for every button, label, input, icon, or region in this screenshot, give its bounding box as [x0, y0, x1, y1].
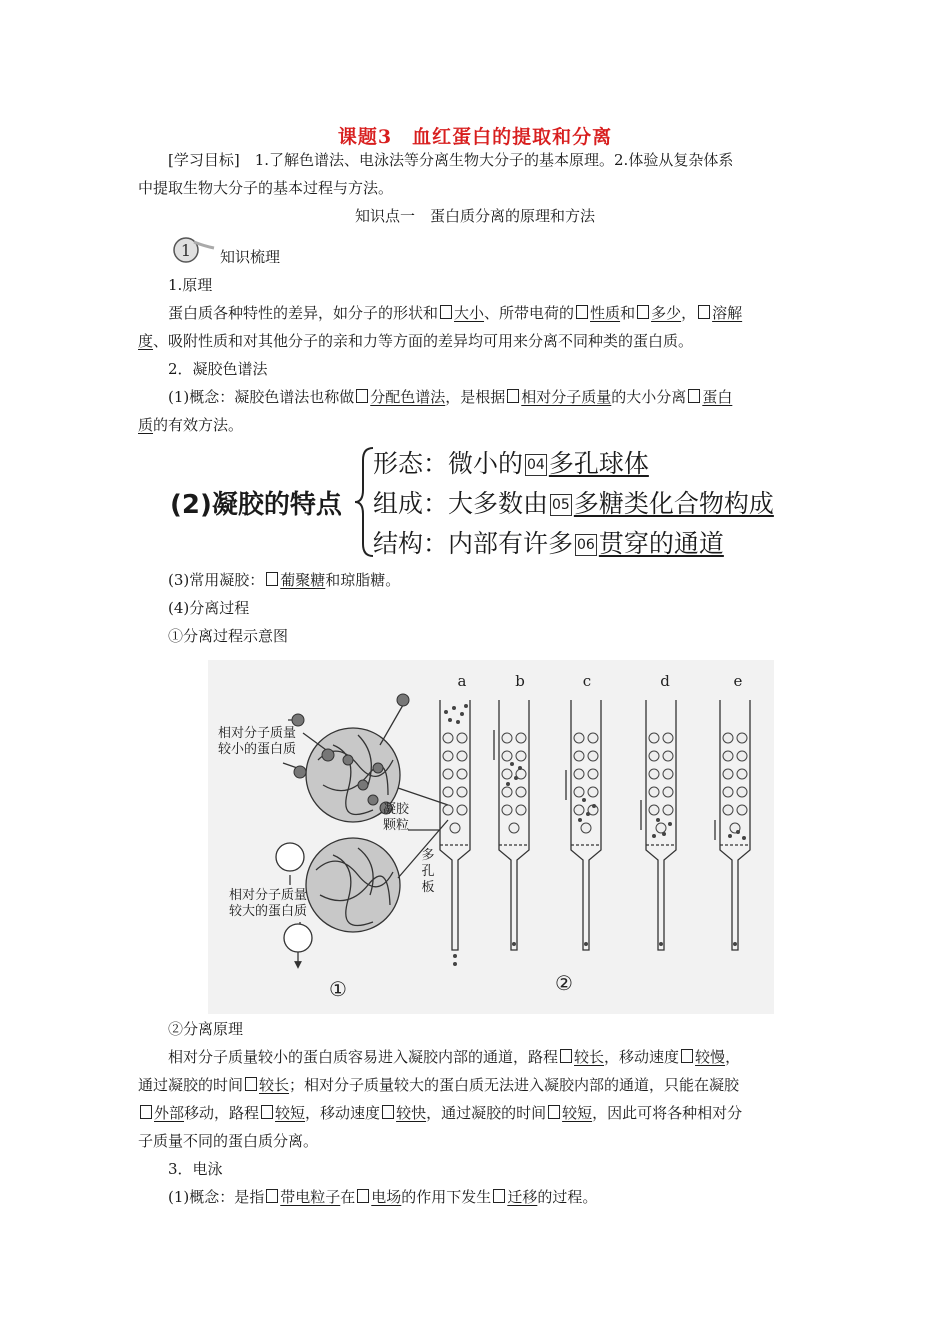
gel-concept-cont: 质的有效方法。 [138, 416, 244, 434]
gel-features-label: (2)凝胶的特点 [170, 490, 342, 520]
gel-feature-composition: 组成：大多数由 05 多糖类化合物构成 [373, 489, 774, 518]
gel-feature-shape: 形态：微小的 04 多孔球体 [373, 449, 649, 478]
porous-plate-label: 多 孔 板 [421, 848, 435, 895]
common-gels: (3)常用凝胶： 葡聚糖和琼脂糖。 [168, 571, 401, 589]
learning-objectives-cont: 中提取生物大分子的基本过程与方法。 [138, 179, 394, 197]
part-label-2: ② [555, 971, 573, 995]
principle-line-1: 相对分子质量较小的蛋白质容易进入凝胶内部的通道，路程 较长，移动速度 较慢， [168, 1048, 741, 1066]
gel-features-block [138, 440, 838, 565]
large-protein-label: 相对分子质量 较大的蛋白质 [228, 888, 307, 919]
principle-line-2: 通过凝胶的时间 较长；相对分子质量较大的蛋白质无法进入凝胶内部的通道，只能在凝胶 [138, 1076, 740, 1094]
diagram-title: ①分离过程示意图 [168, 627, 289, 645]
answer-box [266, 572, 278, 586]
separation-process-heading: (4)分离过程 [168, 599, 250, 617]
gel-concept: (1)概念：凝胶色谱法也称做 分配色谱法，是根据 相对分子质量的大小分离 蛋白 [168, 388, 733, 406]
separation-diagram-svg [208, 660, 774, 1014]
page-title: 课题3 血红蛋白的提取和分离 [337, 126, 613, 148]
answer-box [576, 305, 588, 319]
principle-line-4: 子质量不同的蛋白质分离。 [138, 1132, 319, 1150]
gel-chromatography-heading: 2．凝胶色谱法 [168, 360, 268, 378]
gel-particle-label: 凝胶 颗粒 [382, 802, 409, 833]
answer-box [637, 305, 649, 319]
answer-box [507, 389, 519, 403]
separation-principle-heading: ②分离原理 [168, 1020, 244, 1038]
answer-amount: 多少 [651, 304, 682, 322]
column-label-b: b [515, 672, 525, 690]
badge-number: 1 [180, 241, 192, 260]
principle-paragraph-cont: 度、吸附性质和对其他分子的亲和力等方面的差异均可用来分离不同种类的蛋白质。 [138, 332, 694, 350]
section-heading: 知识点一 蛋白质分离的原理和方法 [354, 207, 595, 225]
part-label-1: ① [329, 977, 347, 1001]
column-label-a: a [457, 672, 467, 690]
answer-box [440, 305, 452, 319]
answer-box [688, 389, 700, 403]
electrophoresis-heading: 3．电泳 [168, 1160, 223, 1178]
answer-solubility: 溶解 [712, 304, 743, 322]
answer-box [698, 305, 710, 319]
learning-objectives: [学习目标] 1.了解色谱法、电泳法等分离生物大分子的基本原理。2.体验从复杂体系 [168, 151, 734, 169]
electrophoresis-concept: (1)概念：是指 带电粒子在 电场的作用下发生 迁移的过程。 [168, 1188, 598, 1206]
principle-paragraph: 蛋白质各种特性的差异，如分子的形状和 大小、所带电荷的 性质和 多少， 溶解 [168, 304, 743, 322]
separation-diagram [208, 660, 774, 1014]
principle-line-3: 外部移动，路程 较短，移动速度 较快，通过凝胶的时间 较短，因此可将各种相对分 [138, 1099, 818, 1127]
answer-size: 大小 [454, 304, 485, 322]
column-label-e: e [733, 672, 743, 690]
principle-heading-1: 1.原理 [168, 276, 213, 294]
knowledge-label: 知识梳理 [220, 248, 281, 266]
brace-icon [353, 446, 375, 558]
column-label-c: c [582, 672, 592, 690]
answer-property: 性质 [590, 304, 621, 322]
small-protein-label: 相对分子质量 较小的蛋白质 [217, 726, 296, 757]
gel-feature-structure: 结构：内部有许多 06 贯穿的通道 [373, 529, 724, 558]
knowledge-badge-icon [170, 236, 218, 264]
answer-box [356, 389, 368, 403]
column-label-d: d [660, 672, 670, 690]
